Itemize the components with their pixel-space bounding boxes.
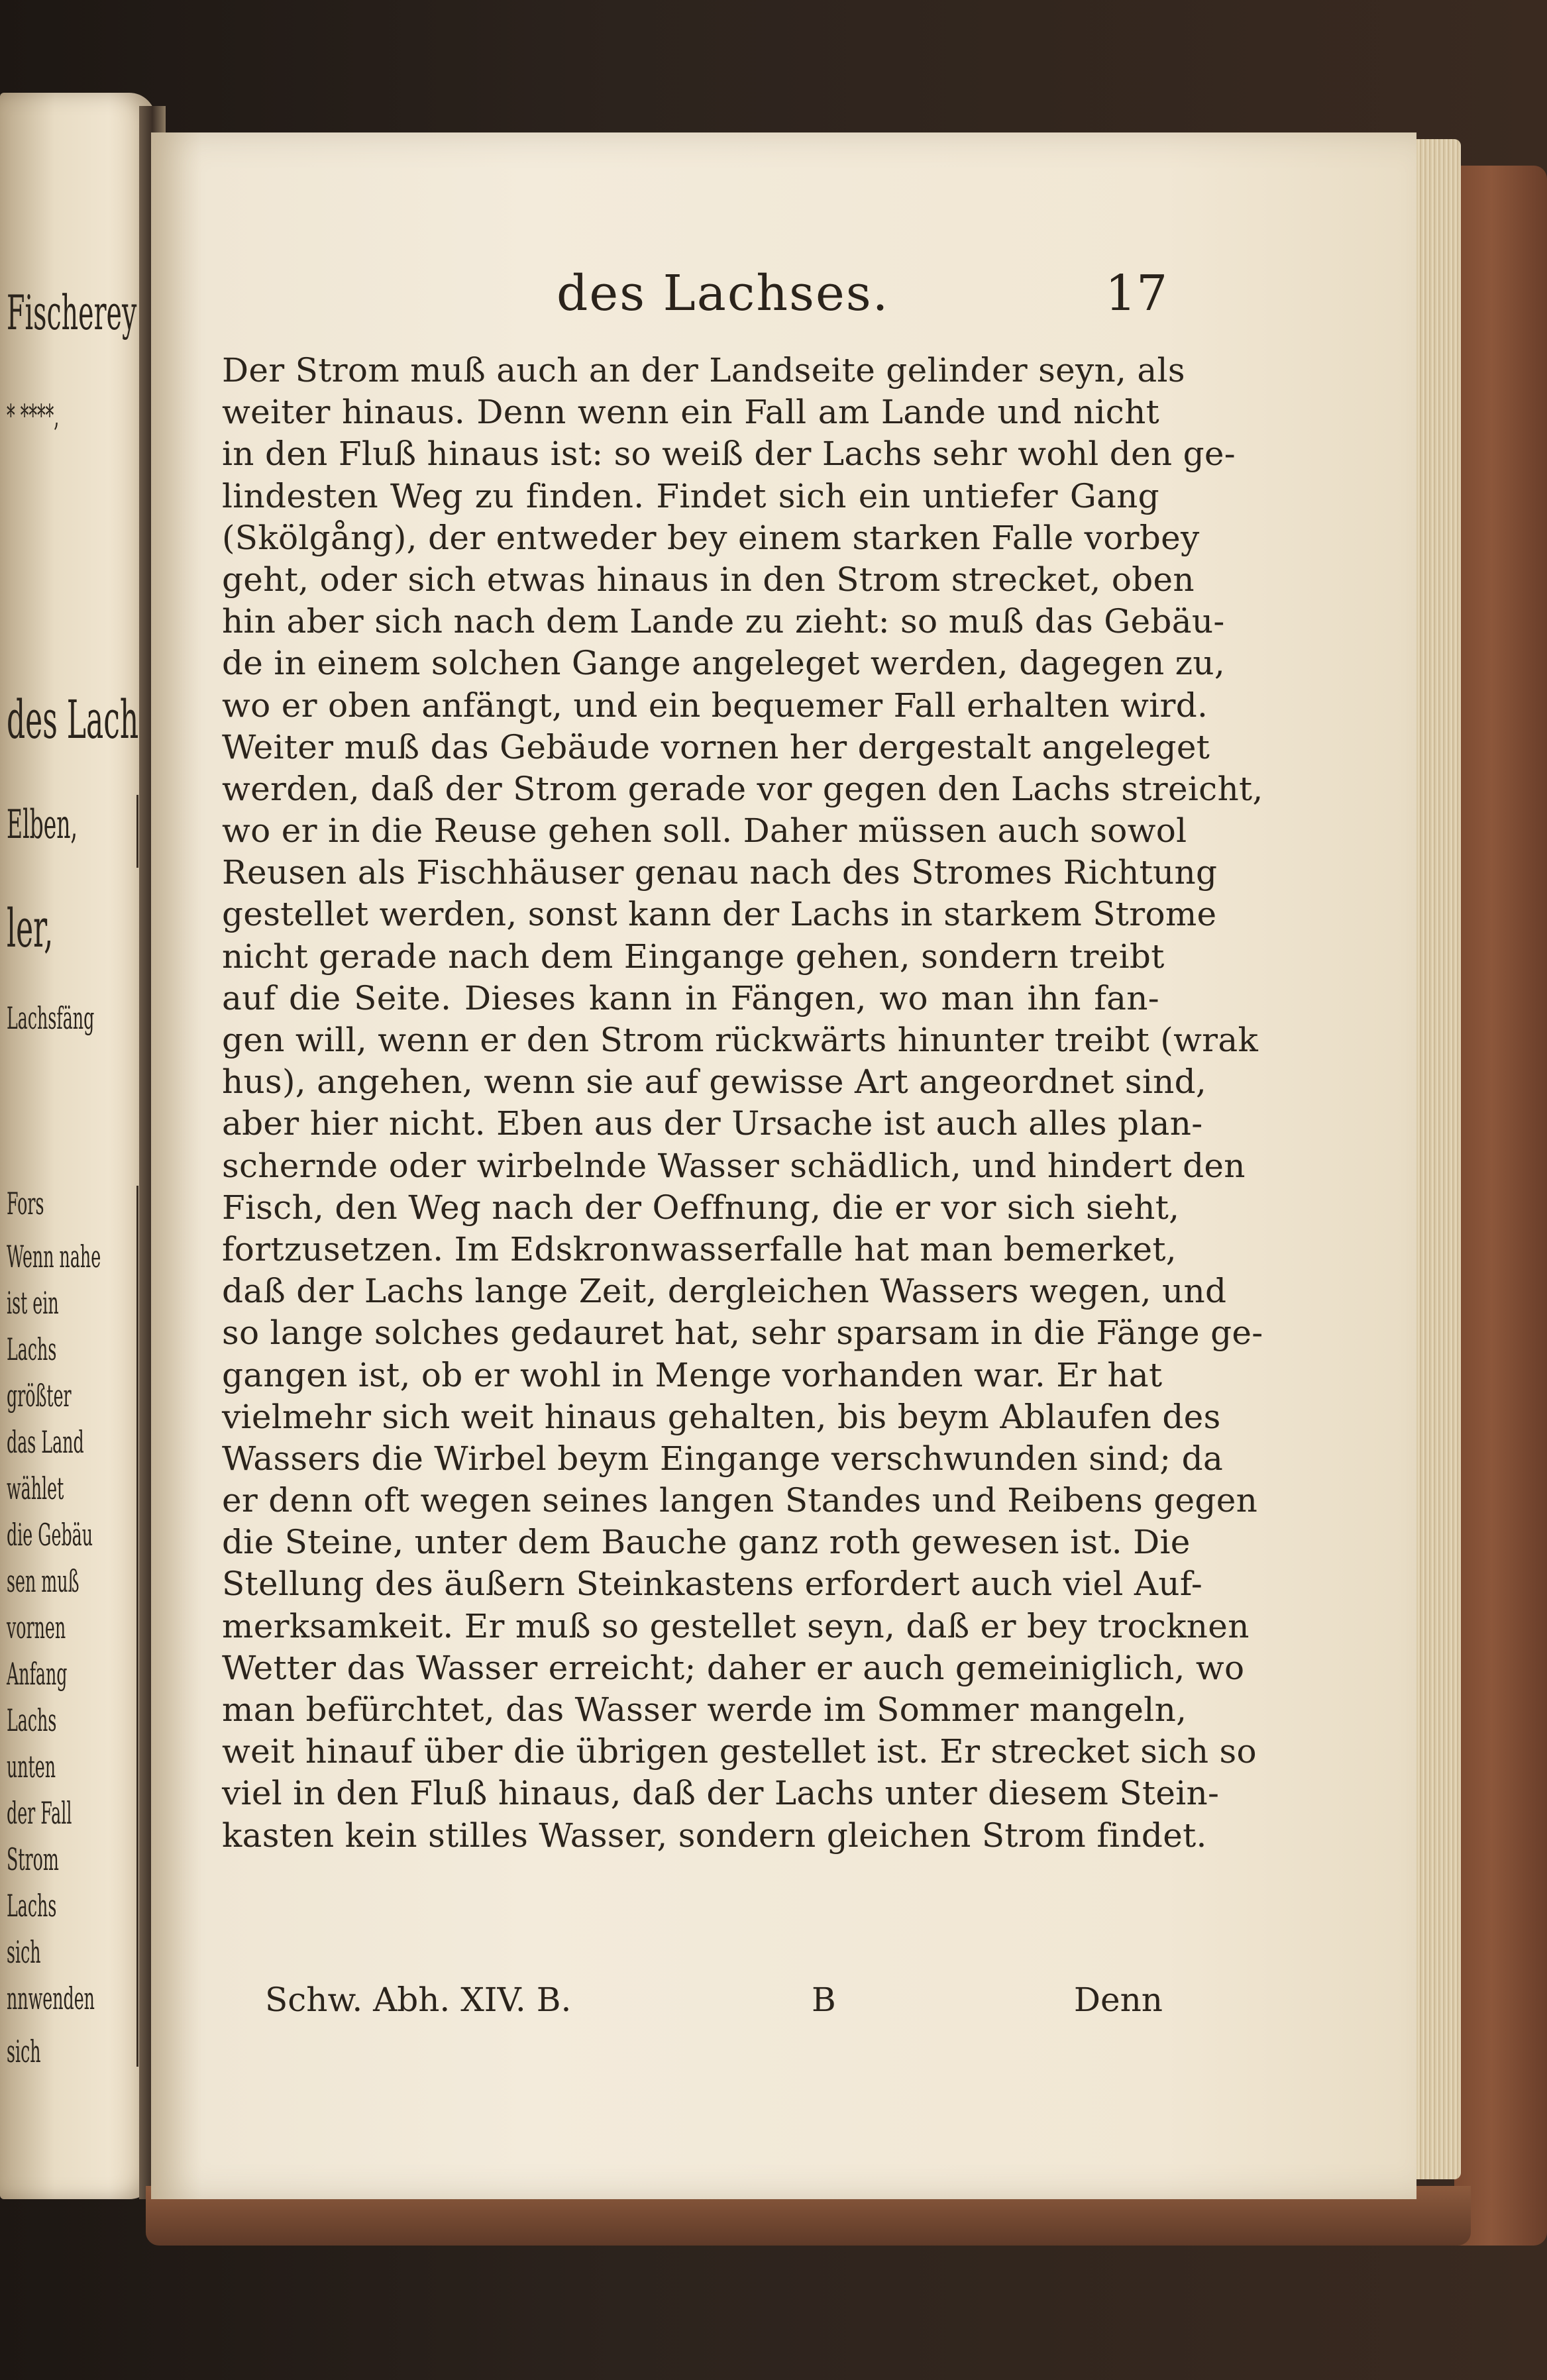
page-number: 17 — [1105, 265, 1168, 322]
left-page-line: die Gebäu — [7, 1517, 93, 1553]
signature-mark: B — [812, 1981, 836, 2019]
left-page-rule — [136, 1186, 138, 2067]
text-line: gen will, wenn er den Strom rückwärts hinunter treibt (wrak — [222, 1021, 1259, 1059]
text-line: man befürchtet, das Wasser werde im Sommer mangeln, — [222, 1690, 1187, 1729]
text-line: vielmehr sich weit hinaus gehalten, bis beym Ablaufen des — [222, 1397, 1221, 1436]
left-page-line: der Fall — [7, 1795, 72, 1831]
left-page-line: Strom — [7, 1841, 59, 1877]
left-page-line: unten — [7, 1749, 56, 1785]
text-line: geht, oder sich etwas hinaus in den Strom strecket, oben — [222, 560, 1195, 599]
left-page-rule — [136, 795, 138, 868]
text-line: nicht gerade nach dem Eingange gehen, sondern treibt — [222, 937, 1165, 976]
book-cover-edge — [1454, 166, 1547, 2246]
text-line: de in einem solchen Gange angeleget werden, dagegen zu, — [222, 644, 1226, 683]
left-page-line: Lachs — [7, 1331, 57, 1367]
left-page-line: das Land — [7, 1424, 84, 1460]
left-page-line: * ****, — [7, 397, 60, 433]
left-page-line: ist ein — [7, 1285, 59, 1321]
text-line: Weiter muß das Gebäude vornen her dergestalt angeleget — [222, 727, 1210, 766]
text-line: weit hinauf über die übrigen gestellet ist. Er strecket sich so — [222, 1732, 1257, 1771]
left-page-line: nnwenden — [7, 1981, 95, 2016]
left-page-line: Fors — [7, 1186, 44, 1221]
text-line: Der Strom muß auch an der Landseite gelinder seyn, als — [222, 351, 1185, 389]
left-page-line: des Lach — [7, 689, 139, 750]
text-line: gestellet werden, sonst kann der Lachs in starkem Strome — [222, 895, 1217, 934]
text-line: daß der Lachs lange Zeit, dergleichen Wassers wegen, und — [222, 1272, 1227, 1311]
left-page-line: wählet — [7, 1471, 64, 1506]
text-line: wo er in die Reuse gehen soll. Daher müssen auch sowol — [222, 811, 1187, 851]
left-page-line: Lachs — [7, 1702, 57, 1738]
catchword: Denn — [1073, 1981, 1163, 2019]
left-page-line: größter — [7, 1378, 72, 1414]
signature-line: Schw. Abh. XIV. B. — [265, 1981, 572, 2019]
text-line: hin aber sich nach dem Lande zu zieht: so muß das Gebäu- — [222, 602, 1225, 641]
text-line: werden, daß der Strom gerade vor gegen den Lachs streicht, — [222, 769, 1263, 808]
text-line: viel in den Fluß hinaus, daß der Lachs unter diesem Stein- — [222, 1774, 1220, 1813]
text-line: so lange solches gedauret hat, sehr sparsam in die Fänge ge- — [222, 1314, 1263, 1353]
text-line: fortzusetzen. Im Edskronwasserfalle hat man bemerket, — [222, 1229, 1177, 1268]
text-line: schernde oder wirbelnde Wasser schädlich, und hindert den — [222, 1146, 1246, 1185]
left-page-line: sich — [7, 1934, 41, 1970]
left-page-line: Elben, — [7, 802, 78, 848]
text-line: aber hier nicht. Eben aus der Ursache ist auch alles plan- — [222, 1104, 1203, 1143]
left-page — [0, 93, 156, 2199]
running-head: des Lachses. — [557, 265, 890, 322]
text-line: er denn oft wegen seines langen Standes und Reibens gegen — [222, 1481, 1258, 1520]
left-page-line: sich — [7, 2034, 41, 2069]
left-page-line: Wenn nahe — [7, 1239, 101, 1274]
text-line: die Steine, unter dem Bauche ganz roth gewesen ist. Die — [222, 1523, 1191, 1562]
text-line: weiter hinaus. Denn wenn ein Fall am Lande und nicht — [222, 393, 1159, 432]
body-text — [222, 350, 1263, 1857]
text-line: Stellung des äußern Steinkastens erfordert auch viel Auf- — [222, 1565, 1203, 1604]
left-page-line: Anfang — [7, 1656, 68, 1692]
text-line: merksamkeit. Er muß so gestellet seyn, daß er bey trocknen — [222, 1606, 1250, 1645]
left-page-line: ler, — [7, 898, 54, 959]
text-line: in den Fluß hinaus ist: so weiß der Lachs sehr wohl den ge- — [222, 435, 1236, 474]
text-line: Reusen als Fischhäuser genau nach des Stromes Richtung — [222, 853, 1218, 892]
left-page-line: sen muß — [7, 1563, 80, 1599]
text-line: Wetter das Wasser erreicht; daher er auch gemeiniglich, wo — [222, 1648, 1245, 1687]
text-line: Wassers die Wirbel beym Eingange verschwunden sind; da — [222, 1439, 1224, 1478]
text-line: (Skölgång), der entweder bey einem starken Falle vorbey — [222, 518, 1200, 557]
text-line: lindesten Weg zu finden. Findet sich ein untiefer Gang — [222, 476, 1159, 515]
left-page-line: Lachs — [7, 1888, 57, 1924]
left-page-line: Fischerey — [7, 285, 137, 340]
left-page-line: vornen — [7, 1610, 66, 1645]
text-line: kasten kein stilles Wasser, sondern gleichen Strom findet. — [222, 1816, 1207, 1855]
text-line: gangen ist, ob er wohl in Menge vorhanden war. Er hat — [222, 1355, 1163, 1394]
text-line: hus), angehen, wenn sie auf gewisse Art angeordnet sind, — [222, 1062, 1207, 1102]
text-line: Fisch, den Weg nach der Oeffnung, die er vor sich sieht, — [222, 1188, 1180, 1227]
text-line: wo er oben anfängt, und ein bequemer Fall erhalten wird. — [222, 686, 1208, 725]
text-line: auf die Seite. Dieses kann in Fängen, wo man ihn fan- — [222, 978, 1159, 1017]
left-page-line: Lachsfäng — [7, 1000, 95, 1036]
page-footer — [265, 1981, 1163, 2027]
